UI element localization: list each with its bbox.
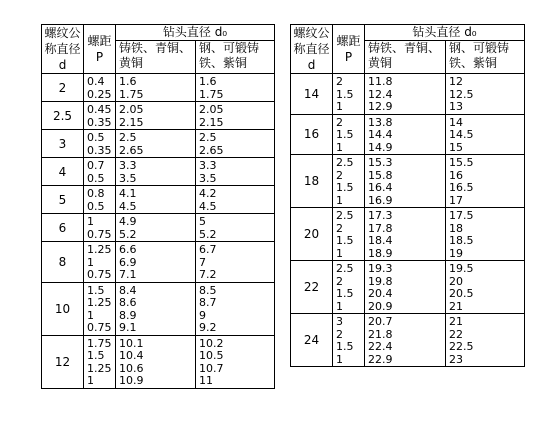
drill-diameter-value: 4.5 xyxy=(199,199,217,213)
pitch-cell xyxy=(84,214,116,242)
pitch-value: 1.25 xyxy=(87,361,112,375)
pitch-value: 0.5 xyxy=(87,171,105,185)
pitch-value: 1.25 xyxy=(87,296,112,309)
drill-diameter-value: 12 xyxy=(449,75,463,88)
nominal-diameter-cell: 5 xyxy=(42,186,84,214)
drill-diameter-value: 4.1 xyxy=(119,187,137,200)
nominal-diameter-header: 螺纹公称直径d xyxy=(42,25,84,74)
pitch-value: 0.25 xyxy=(87,87,112,101)
nominal-diameter-header: 螺纹公称直径d xyxy=(291,25,333,74)
drill-diameter-value: 19.8 xyxy=(368,274,393,288)
drill-size-table-right xyxy=(290,24,525,367)
drill-diameter-value: 17.3 xyxy=(368,209,393,222)
drill-diameter-value: 6.7 xyxy=(199,243,217,256)
pitch-value: 0.45 xyxy=(87,103,112,116)
drill-diameter-value: 12.4 xyxy=(368,87,393,101)
pitch-cell xyxy=(333,314,365,367)
pitch-value: 1.75 xyxy=(87,336,112,350)
pitch-value: 1 xyxy=(336,352,343,366)
drill-diameter-header: 钻头直径 d₀ xyxy=(365,25,525,41)
pitch-value: 1 xyxy=(336,246,343,260)
drill-diameter-value: 18.9 xyxy=(368,246,393,260)
drill-diameter-value: 22.4 xyxy=(368,340,393,353)
pitch-value: 1 xyxy=(336,100,343,113)
steel-drill-cell xyxy=(196,130,275,158)
drill-diameter-value: 5.2 xyxy=(119,227,137,241)
pitch-value: 1.5 xyxy=(336,340,354,353)
drill-diameter-value: 6.9 xyxy=(119,255,137,269)
drill-diameter-value: 19 xyxy=(449,246,463,260)
steel-drill-cell xyxy=(446,155,525,208)
pitch-value: 1.5 xyxy=(336,128,354,141)
nominal-diameter-cell: 18 xyxy=(291,155,333,208)
steel-drill-cell xyxy=(196,242,275,283)
pitch-cell xyxy=(84,335,116,388)
drill-diameter-value: 1.75 xyxy=(199,87,224,101)
drill-diameter-value: 15.3 xyxy=(368,156,393,169)
drill-diameter-value: 16 xyxy=(449,168,463,182)
cast-drill-cell xyxy=(365,74,446,115)
pitch-value: 0.35 xyxy=(87,115,112,129)
pitch-cell xyxy=(84,158,116,186)
drill-diameter-value: 2.05 xyxy=(199,103,224,116)
drill-diameter-value: 4.5 xyxy=(119,199,137,213)
drill-diameter-value: 21 xyxy=(449,315,463,328)
drill-diameter-value: 22.9 xyxy=(368,352,393,366)
nominal-diameter-cell: 4 xyxy=(42,158,84,186)
pitch-value: 0.5 xyxy=(87,199,105,213)
drill-diameter-value: 22 xyxy=(449,327,463,341)
pitch-value: 2 xyxy=(336,327,343,341)
table-row xyxy=(42,335,275,388)
drill-diameter-value: 2.5 xyxy=(199,131,217,144)
drill-diameter-value: 9.2 xyxy=(199,321,217,334)
drill-diameter-value: 5 xyxy=(199,215,206,228)
pitch-cell xyxy=(84,186,116,214)
pitch-cell xyxy=(84,242,116,283)
drill-diameter-value: 21.8 xyxy=(368,327,393,341)
table-row xyxy=(42,102,275,130)
steel-drill-cell xyxy=(196,282,275,335)
drill-diameter-value: 9.1 xyxy=(119,321,137,334)
drill-diameter-value: 14.9 xyxy=(368,140,393,154)
pitch-header: 螺距P xyxy=(84,25,116,74)
pitch-value: 0.7 xyxy=(87,159,105,172)
pitch-cell xyxy=(84,74,116,102)
cast-iron-bronze-header: 铸铁、青铜、黄铜 xyxy=(365,41,446,74)
cast-drill-cell xyxy=(365,114,446,155)
drill-diameter-value: 3.5 xyxy=(119,171,137,185)
drill-diameter-value: 12.5 xyxy=(449,87,474,101)
drill-diameter-value: 11.8 xyxy=(368,75,393,88)
pitch-value: 0.8 xyxy=(87,187,105,200)
table-row xyxy=(291,314,525,367)
pitch-value: 1 xyxy=(87,374,94,387)
drill-diameter-value: 20 xyxy=(449,274,463,288)
pitch-value: 1 xyxy=(336,299,343,313)
pitch-value: 2 xyxy=(336,221,343,235)
pitch-value: 2.5 xyxy=(336,262,354,275)
drill-diameter-value: 20.5 xyxy=(449,287,474,300)
pitch-cell xyxy=(84,130,116,158)
drill-diameter-value: 4.9 xyxy=(119,215,137,228)
cast-drill-cell xyxy=(116,186,196,214)
drill-diameter-value: 20.4 xyxy=(368,287,393,300)
cast-drill-cell xyxy=(365,261,446,314)
table-row xyxy=(291,261,525,314)
cast-drill-cell xyxy=(116,130,196,158)
cast-drill-cell xyxy=(365,314,446,367)
drill-diameter-value: 3.3 xyxy=(119,159,137,172)
nominal-diameter-cell: 10 xyxy=(42,282,84,335)
steel-drill-cell xyxy=(446,208,525,261)
steel-drill-cell xyxy=(196,335,275,388)
pitch-value: 1.5 xyxy=(336,87,354,101)
pitch-value: 0.35 xyxy=(87,143,112,157)
pitch-header: 螺距P xyxy=(333,25,365,74)
nominal-diameter-cell: 12 xyxy=(42,335,84,388)
drill-diameter-value: 16.9 xyxy=(368,193,393,207)
table-row xyxy=(291,114,525,155)
drill-diameter-value: 20.9 xyxy=(368,299,393,313)
pitch-value: 1.5 xyxy=(336,287,354,300)
pitch-cell xyxy=(333,155,365,208)
pitch-value: 0.5 xyxy=(87,131,105,144)
steel-drill-cell xyxy=(196,102,275,130)
pitch-value: 3 xyxy=(336,315,343,328)
pitch-value: 2.5 xyxy=(336,209,354,222)
nominal-diameter-cell: 14 xyxy=(291,74,333,115)
drill-diameter-value: 23 xyxy=(449,352,463,366)
steel-drill-cell xyxy=(446,114,525,155)
table-row xyxy=(42,158,275,186)
cast-drill-cell xyxy=(116,282,196,335)
drill-diameter-value: 14 xyxy=(449,115,463,129)
drill-diameter-value: 16.4 xyxy=(368,181,393,194)
drill-diameter-value: 15 xyxy=(449,140,463,154)
drill-diameter-value: 10.9 xyxy=(119,374,144,387)
pitch-value: 1.5 xyxy=(87,283,105,297)
drill-diameter-value: 22.5 xyxy=(449,340,474,353)
drill-diameter-value: 9 xyxy=(199,308,206,322)
steel-drill-cell xyxy=(196,214,275,242)
drill-diameter-value: 2.65 xyxy=(199,143,224,157)
steel-drill-cell xyxy=(196,158,275,186)
table-row xyxy=(42,282,275,335)
drill-diameter-value: 10.2 xyxy=(199,336,224,350)
drill-diameter-value: 4.2 xyxy=(199,187,217,200)
nominal-diameter-cell: 22 xyxy=(291,261,333,314)
pitch-cell xyxy=(84,102,116,130)
pitch-value: 2 xyxy=(336,75,343,88)
cast-drill-cell xyxy=(365,155,446,208)
cast-drill-cell xyxy=(365,208,446,261)
drill-diameter-header: 钻头直径 d₀ xyxy=(116,25,275,41)
pitch-value: 0.75 xyxy=(87,321,112,334)
pitch-cell xyxy=(333,114,365,155)
drill-diameter-value: 2.65 xyxy=(119,143,144,157)
pitch-value: 2 xyxy=(336,168,343,182)
drill-diameter-value: 10.6 xyxy=(119,361,144,375)
pitch-cell xyxy=(333,74,365,115)
cast-drill-cell xyxy=(116,102,196,130)
drill-diameter-value: 8.7 xyxy=(199,296,217,309)
drill-diameter-value: 21 xyxy=(449,299,463,313)
steel-drill-cell xyxy=(196,74,275,102)
drill-diameter-value: 18.5 xyxy=(449,234,474,247)
nominal-diameter-cell: 20 xyxy=(291,208,333,261)
drill-diameter-value: 1.75 xyxy=(119,87,144,101)
drill-diameter-value: 18 xyxy=(449,221,463,235)
drill-diameter-value: 2.15 xyxy=(199,115,224,129)
table-row xyxy=(291,208,525,261)
drill-diameter-value: 16.5 xyxy=(449,181,474,194)
drill-diameter-value: 20.7 xyxy=(368,315,393,328)
drill-diameter-value: 8.4 xyxy=(119,283,137,297)
drill-diameter-value: 11 xyxy=(199,374,213,387)
drill-diameter-value: 7.2 xyxy=(199,268,217,281)
nominal-diameter-cell: 2 xyxy=(42,74,84,102)
drill-diameter-value: 7 xyxy=(199,255,206,269)
pitch-value: 1.5 xyxy=(336,234,354,247)
cast-drill-cell xyxy=(116,214,196,242)
table-row xyxy=(42,130,275,158)
nominal-diameter-cell: 6 xyxy=(42,214,84,242)
drill-diameter-value: 10.1 xyxy=(119,336,144,350)
nominal-diameter-cell: 16 xyxy=(291,114,333,155)
table-row xyxy=(42,214,275,242)
steel-drill-cell xyxy=(446,74,525,115)
drill-diameter-value: 8.6 xyxy=(119,296,137,309)
drill-diameter-value: 18.4 xyxy=(368,234,393,247)
drill-diameter-value: 13.8 xyxy=(368,115,393,129)
nominal-diameter-cell: 8 xyxy=(42,242,84,283)
steel-copper-header: 钢、可锻铸铁、紫铜 xyxy=(446,41,525,74)
table-row xyxy=(42,186,275,214)
drill-diameter-value: 15.8 xyxy=(368,168,393,182)
pitch-value: 1 xyxy=(336,193,343,207)
drill-diameter-value: 19.5 xyxy=(449,262,474,275)
pitch-value: 1.5 xyxy=(87,349,105,362)
pitch-value: 1 xyxy=(336,140,343,154)
drill-diameter-value: 10.7 xyxy=(199,361,224,375)
steel-drill-cell xyxy=(446,261,525,314)
drill-diameter-value: 17 xyxy=(449,193,463,207)
steel-copper-header: 钢、可锻铸铁、紫铜 xyxy=(196,41,275,74)
drill-diameter-value: 14.4 xyxy=(368,128,393,141)
cast-iron-bronze-header: 铸铁、青铜、黄铜 xyxy=(116,41,196,74)
pitch-cell xyxy=(333,261,365,314)
pitch-value: 0.4 xyxy=(87,75,105,88)
pitch-value: 2 xyxy=(336,274,343,288)
drill-diameter-value: 17.8 xyxy=(368,221,393,235)
drill-size-table-left xyxy=(41,24,275,389)
drill-diameter-value: 6.6 xyxy=(119,243,137,256)
nominal-diameter-cell: 2.5 xyxy=(42,102,84,130)
cast-drill-cell xyxy=(116,242,196,283)
pitch-value: 1 xyxy=(87,255,94,269)
drill-diameter-value: 8.9 xyxy=(119,308,137,322)
drill-diameter-value: 1.6 xyxy=(119,75,137,88)
pitch-value: 0.75 xyxy=(87,227,112,241)
pitch-value: 1.25 xyxy=(87,243,112,256)
steel-drill-cell xyxy=(446,314,525,367)
pitch-value: 2 xyxy=(336,115,343,129)
drill-diameter-value: 8.5 xyxy=(199,283,217,297)
table-row xyxy=(291,155,525,208)
table-row xyxy=(42,74,275,102)
cast-drill-cell xyxy=(116,335,196,388)
pitch-value: 0.75 xyxy=(87,268,112,281)
drill-diameter-value: 19.3 xyxy=(368,262,393,275)
drill-diameter-value: 14.5 xyxy=(449,128,474,141)
nominal-diameter-cell: 3 xyxy=(42,130,84,158)
table-row xyxy=(291,74,525,115)
pitch-value: 1 xyxy=(87,308,94,322)
drill-diameter-value: 12.9 xyxy=(368,100,393,113)
drill-diameter-value: 3.3 xyxy=(199,159,217,172)
drill-diameter-value: 7.1 xyxy=(119,268,137,281)
drill-diameter-value: 2.15 xyxy=(119,115,144,129)
pitch-cell xyxy=(333,208,365,261)
nominal-diameter-cell: 24 xyxy=(291,314,333,367)
drill-diameter-value: 1.6 xyxy=(199,75,217,88)
drill-diameter-value: 2.5 xyxy=(119,131,137,144)
pitch-cell xyxy=(84,282,116,335)
drill-diameter-value: 3.5 xyxy=(199,171,217,185)
cast-drill-cell xyxy=(116,158,196,186)
drill-diameter-value: 13 xyxy=(449,100,463,113)
drill-diameter-value: 2.05 xyxy=(119,103,144,116)
drill-diameter-value: 15.5 xyxy=(449,156,474,169)
drill-diameter-value: 10.4 xyxy=(119,349,144,362)
drill-diameter-value: 17.5 xyxy=(449,209,474,222)
drill-diameter-value: 10.5 xyxy=(199,349,224,362)
drill-diameter-value: 5.2 xyxy=(199,227,217,241)
pitch-value: 2.5 xyxy=(336,156,354,169)
cast-drill-cell xyxy=(116,74,196,102)
pitch-value: 1.5 xyxy=(336,181,354,194)
steel-drill-cell xyxy=(196,186,275,214)
pitch-value: 1 xyxy=(87,215,94,228)
table-row xyxy=(42,242,275,283)
